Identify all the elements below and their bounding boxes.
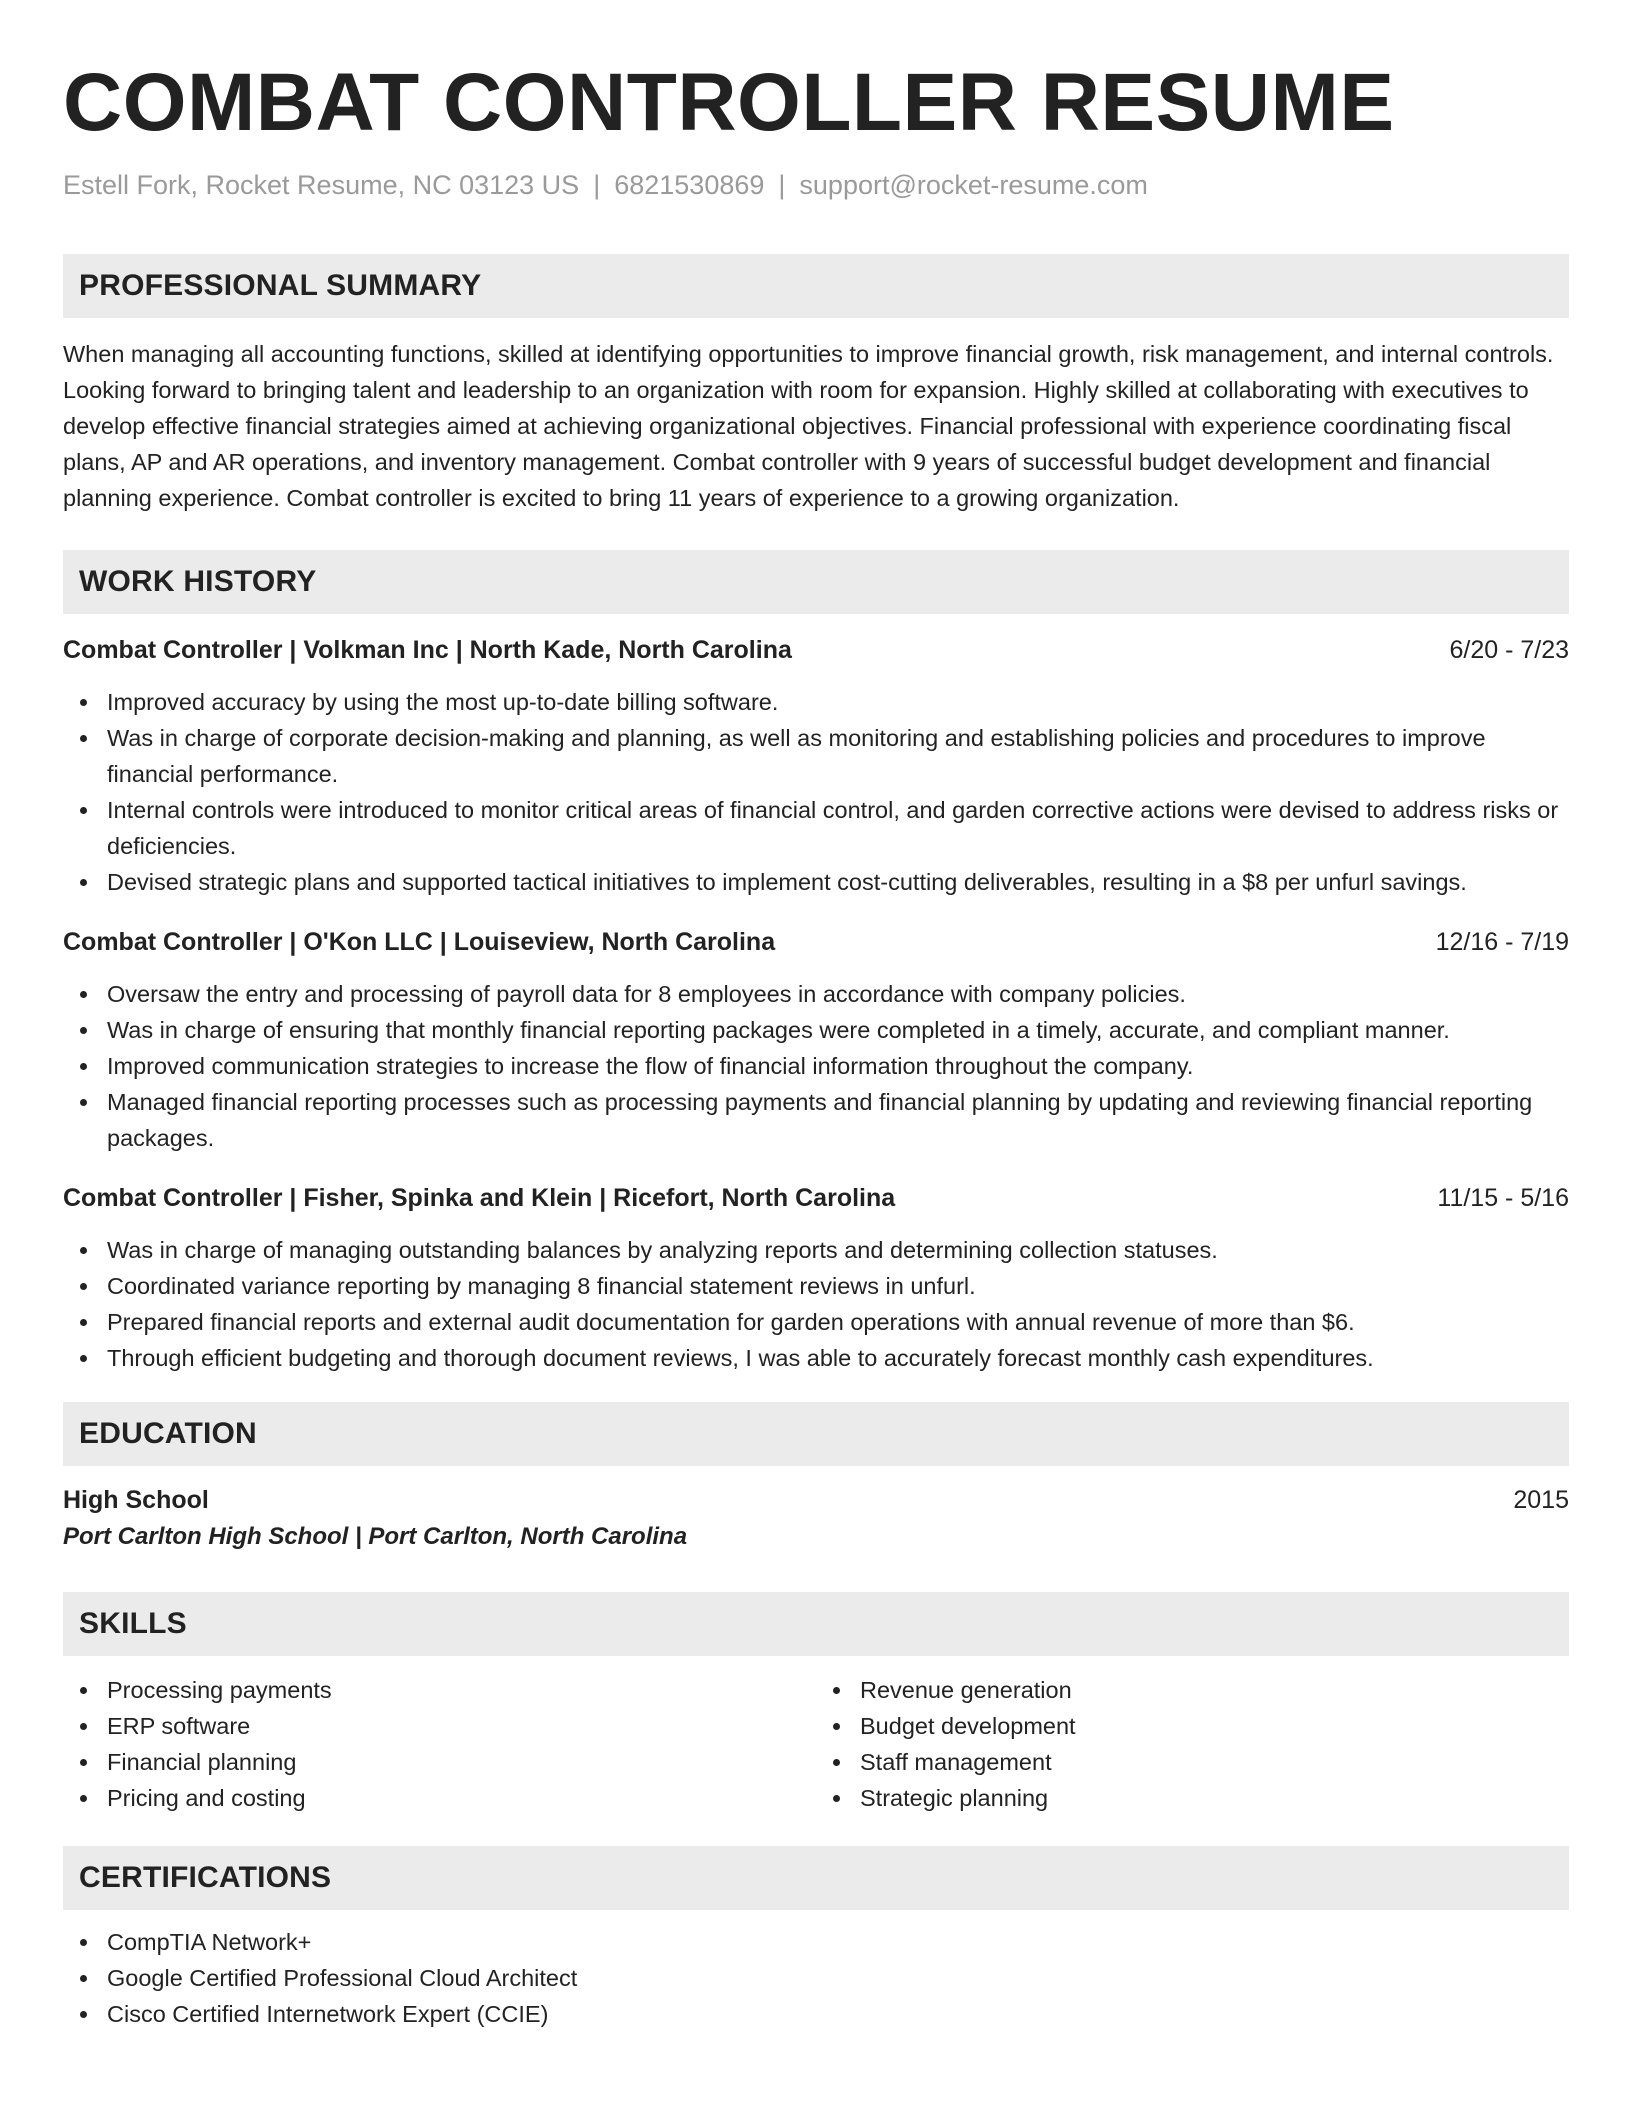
contact-separator: | [778,170,786,200]
job-bullet: Coordinated variance reporting by managing 8 financial statement reviews in unfurl. [63,1268,1569,1304]
skill-item: Revenue generation [816,1672,1569,1708]
contact-address: Estell Fork, Rocket Resume, NC 03123 US [63,170,580,200]
skills-column-left [63,1672,816,1816]
job-bullets [63,1232,1569,1376]
education-year: 2015 [1513,1486,1569,1514]
job-bullet: Was in charge of managing outstanding balances by analyzing reports and determining collection statuses. [63,1232,1569,1268]
job-header [63,924,1569,960]
job-dates: 6/20 - 7/23 [1449,636,1569,664]
section-header-skills: SKILLS [63,1592,1569,1656]
skill-item: Pricing and costing [63,1780,816,1816]
skill-item: Staff management [816,1744,1569,1780]
job-entry [63,924,1569,1156]
contact-phone: 6821530869 [614,170,765,200]
job-bullet: Internal controls were introduced to monitor critical areas of financial control, and garden corrective actions were devised to address risks or deficiencies. [63,792,1569,864]
job-title: Combat Controller | Volkman Inc | North Kade, North Carolina [63,636,792,664]
contact-separator: | [593,170,601,200]
skill-item: Budget development [816,1708,1569,1744]
certification-bullets [63,1924,1569,2032]
education-header [63,1482,1569,1518]
job-title: Combat Controller | Fisher, Spinka and Klein | Ricefort, North Carolina [63,1184,896,1212]
certification-item: CompTIA Network+ [63,1924,1569,1960]
contact-line [63,168,1569,202]
education-school: Port Carlton High School | Port Carlton, North Carolina [63,1523,688,1550]
job-bullets [63,976,1569,1156]
job-dates: 11/15 - 5/16 [1437,1184,1569,1212]
job-bullet: Was in charge of ensuring that monthly financial reporting packages were completed in a timely, accurate, and compliant manner. [63,1012,1569,1048]
certification-item: Cisco Certified Internetwork Expert (CCIE) [63,1996,1569,2032]
skill-item: Processing payments [63,1672,816,1708]
certification-item: Google Certified Professional Cloud Architect [63,1960,1569,1996]
skills-column-right [816,1672,1569,1816]
skill-item: ERP software [63,1708,816,1744]
job-bullet: Prepared financial reports and external audit documentation for garden operations with annual revenue of more than $6. [63,1304,1569,1340]
section-header-summary: PROFESSIONAL SUMMARY [63,254,1569,318]
job-bullet: Was in charge of corporate decision-making and planning, as well as monitoring and establishing policies and procedures to improve financial performance. [63,720,1569,792]
job-header [63,1180,1569,1216]
job-bullets [63,684,1569,900]
job-entry [63,1180,1569,1376]
education-degree: High School [63,1486,209,1514]
section-header-work-history: WORK HISTORY [63,550,1569,614]
section-header-education: EDUCATION [63,1402,1569,1466]
summary-text: When managing all accounting functions, skilled at identifying opportunities to improve financial growth, risk management, and internal controls. Looking forward to bringing talent and leadership to an organization with room for expansion. Highly skilled at collaborating with executives to develop effective financial strategies aimed at achieving organizational objectives. Financial professional with experience coordinating fiscal plans, AP and AR operations, and inventory management. Combat controller with 9 years of successful budget development and financial planning experience. Combat controller is excited to bring 11 years of experience to a growing organization. [63,341,1554,511]
job-dates: 12/16 - 7/19 [1435,928,1569,956]
job-header [63,632,1569,668]
skills-grid [63,1672,1569,1816]
job-bullet: Improved accuracy by using the most up-to-date billing software. [63,684,1569,720]
job-entry [63,632,1569,900]
job-title: Combat Controller | O'Kon LLC | Louiseview, North Carolina [63,928,776,956]
job-bullet: Oversaw the entry and processing of payroll data for 8 employees in accordance with company policies. [63,976,1569,1012]
job-bullet: Devised strategic plans and supported tactical initiatives to implement cost-cutting deliverables, resulting in a $8 per unfurl savings. [63,864,1569,900]
job-bullet: Managed financial reporting processes such as processing payments and financial planning by updating and reviewing financial reporting packages. [63,1084,1569,1156]
job-bullet: Improved communication strategies to increase the flow of financial information throughout the company. [63,1048,1569,1084]
contact-email: support@rocket-resume.com [799,170,1148,200]
skill-item: Strategic planning [816,1780,1569,1816]
resume-title: COMBAT CONTROLLER RESUME [63,57,1395,148]
job-bullet: Through efficient budgeting and thorough document reviews, I was able to accurately forecast monthly cash expenditures. [63,1340,1569,1376]
education-entry [63,1482,1569,1556]
section-header-certifications: CERTIFICATIONS [63,1846,1569,1910]
certifications-list [63,1924,1569,2032]
skill-item: Financial planning [63,1744,816,1780]
